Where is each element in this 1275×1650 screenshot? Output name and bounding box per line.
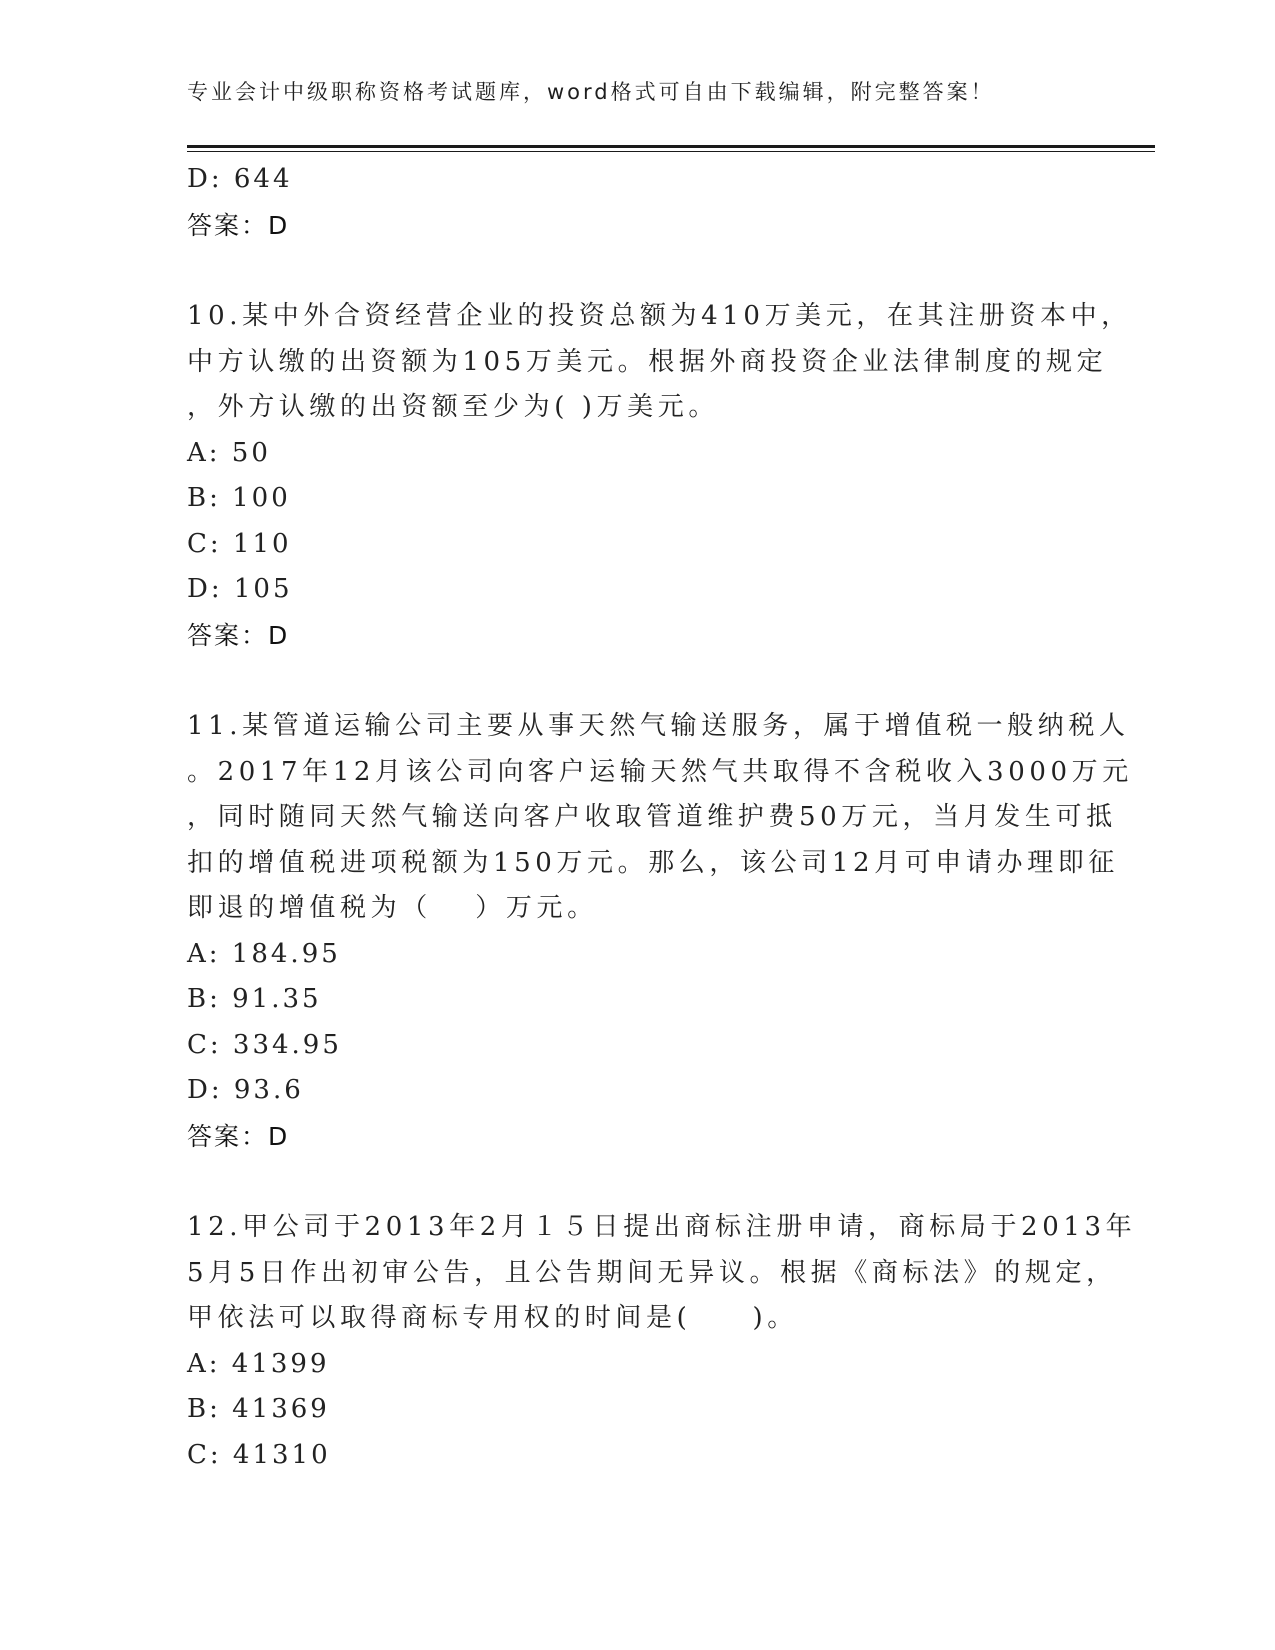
header-rule-thick — [187, 145, 1155, 148]
question-10-option-d: D: 105 — [187, 574, 293, 604]
question-10-option-a: A: 50 — [187, 437, 271, 468]
question-11-option-d: D: 93.6 — [187, 1075, 304, 1105]
question-10-answer: 答案：D — [187, 620, 290, 650]
question-12-line-2: 5月5日作出初审公告，且公告期间无异议。根据《商标法》的规定， — [187, 1257, 1117, 1288]
question-11-line-1: 11.某管道运输公司主要从事天然气输送服务，属于增值税一般纳税人 — [187, 711, 1130, 741]
question-11-option-b: B: 91.35 — [187, 984, 322, 1014]
question-10-line-2: 中方认缴的出资额为105万美元。根据外商投资企业法律制度的规定 — [187, 346, 1108, 377]
question-content — [187, 157, 1137, 1478]
question-10-line-3: ，外方认缴的出资额至少为( )万美元。 — [187, 392, 719, 422]
question-12-option-b: B: 41369 — [187, 1394, 330, 1424]
question-10-option-c: C: 110 — [187, 528, 292, 559]
question-11-option-a: A: 184.95 — [187, 938, 341, 969]
question-12-option-a: A: 41399 — [187, 1348, 330, 1379]
header-rule-thin — [187, 151, 1155, 152]
question-11-line-5: 即退的增值税为（ ）万元。 — [187, 893, 598, 923]
question-10 — [187, 294, 1132, 658]
question-11 — [187, 704, 1133, 1159]
question-12-line-3: 甲依法可以取得商标专用权的时间是( )。 — [187, 1303, 798, 1333]
question-12-option-c: C: 41310 — [187, 1439, 331, 1470]
question-11-line-2: 。2017年12月该公司向客户运输天然气共取得不含税收入3000万元 — [187, 756, 1133, 787]
question-10-option-b: B: 100 — [187, 483, 291, 513]
prev-answer: 答案：D — [187, 210, 290, 240]
question-10-line-1: 10.某中外合资经营企业的投资总额为410万美元，在其注册资本中， — [187, 301, 1132, 331]
question-12-line-1: 12.甲公司于2013年2月１５日提出商标注册申请，商标局于2013年 — [187, 1212, 1137, 1242]
question-11-line-4: 扣的增值税进项税额为150万元。那么，该公司12月可申请办理即征 — [187, 847, 1119, 878]
prev-option-d: D: 644 — [187, 164, 293, 194]
page-header: 专业会计中级职称资格考试题库，word格式可自由下载编辑，附完整答案！ — [187, 80, 995, 104]
question-11-line-3: ，同时随同天然气输送向客户收取管道维护费50万元，当月发生可抵 — [187, 802, 1117, 832]
question-11-option-c: C: 334.95 — [187, 1029, 342, 1060]
question-11-answer: 答案：D — [187, 1121, 290, 1151]
question-12 — [187, 1205, 1137, 1478]
